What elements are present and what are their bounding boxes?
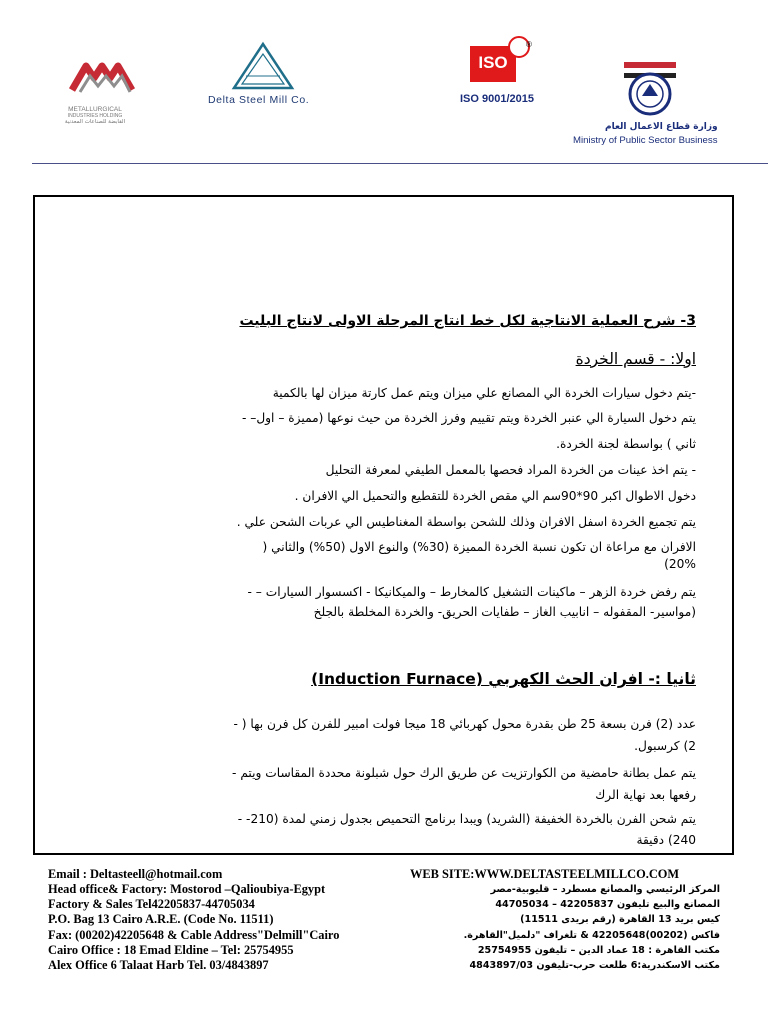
part1-line: - يتم اخذ عينات من الخردة المراد فحصها بالمعمل الطيفي لمعرفة التحليل: [325, 463, 696, 477]
iso-mark: ISO: [478, 53, 508, 72]
footer-en-line: Cairo Office : 18 Emad Eldine – Tel: 25754955: [48, 943, 294, 957]
part1-heading: اولا: - قسم الخردة: [575, 350, 696, 368]
part1-line: -يتم دخول سيارات الخردة الي المصانع علي ميزان ويتم عمل كارتة ميزان لها بالكمية: [272, 386, 696, 400]
ministry-arabic: وزارة قطاع الاعمال العام: [605, 122, 718, 132]
footer-en-line: P.O. Bag 13 Cairo A.R.E. (Code No. 11511): [48, 912, 274, 926]
part2-heading: ثانيا :- افران الحث الكهربي (Induction Furnace): [311, 670, 696, 688]
iso-registered: ®: [526, 40, 532, 49]
ministry-logo: [560, 62, 740, 146]
part1-line: (مواسير- المقفوله – انابيب الغاز – طفايات الحريق- والخردة المخلطة بالجلخ: [313, 605, 696, 619]
part1-line: يتم دخول السيارة الي عنبر الخردة ويتم تقييم وفرز الخردة من حيث نوعها (مميزة – اول– -: [241, 411, 696, 425]
footer-ar-line: المصانع والبيع تليفون 42205837 – 44705034: [495, 899, 720, 910]
part2-line: يتم عمل بطانة حامضية من الكوارتزيت عن طريق الرك حول شبلونة محددة المقاسات ويتم -: [232, 766, 696, 780]
part2-line: يتم شحن الفرن بالخردة الخفيفة (الشريد) ويبدا برنامج التحميص بجدول زمني لمدة (210- -: [237, 812, 696, 826]
metallurgical-holding-logo: [60, 52, 150, 132]
iso-caption: ISO 9001/2015: [460, 93, 535, 105]
delta-steel-caption: Delta Steel Mill Co.: [208, 94, 310, 106]
footer-ar-line: المركز الرئيسي والمصانع مسطرد – قليوبية-مصر: [490, 884, 720, 895]
ministry-english: Ministry of Public Sector Business: [573, 135, 718, 146]
part1-line: دخول الاطوال اكبر 90*90سم الي مقص الخردة للتقطيع والتحميل الي الافران .: [294, 489, 696, 503]
delta-steel-logo: [198, 40, 328, 110]
mih-line3: القابضة للصناعات المعدنية: [64, 119, 126, 125]
footer-ar-line: كيس بريد 13 القاهرة (رقم بريدى 11511): [520, 914, 720, 925]
mih-line1: METALLURGICAL: [68, 106, 122, 113]
part1-line: ثاني ) بواسطة لجنة الخردة.: [556, 437, 696, 451]
part1-line: الافران مع مراعاة ان تكون نسبة الخردة المميزة (30%) والنوع الاول (50%) والثاني (: [262, 540, 696, 554]
part2-line: 2) كرسبول.: [634, 739, 696, 753]
part1-line: يتم تجميع الخردة اسفل الافران وذلك للشحن بواسطة المغناطيس الي عربات الشحن علي .: [236, 515, 696, 529]
part2-line: عدد (2) فرن بسعة 25 طن بقدرة محول كهربائي 18 ميجا فولت امبير للفرن كل فرن بها ( -: [233, 717, 696, 731]
mih-emblem-icon: [60, 52, 150, 102]
part1-line: 20%): [664, 557, 696, 571]
footer-en-line: Factory & Sales Tel42205837-44705034: [48, 897, 255, 911]
section-title: 3- شرح العملية الانتاجية لكل خط انتاج المرحلة الاولى لانتاج البليت: [239, 313, 696, 329]
footer-ar-line: مكتب الاسكندرية:6 طلعت حرب-تليفون 4843897/03: [469, 960, 720, 971]
part2-line: رفعها بعد نهاية الرك: [595, 788, 696, 802]
mih-line2: INDUSTRIES HOLDING: [67, 113, 123, 119]
footer-email[interactable]: Email : Deltasteell@hotmail.com: [48, 867, 223, 881]
footer-en-line: Alex Office 6 Talaat Harb Tel. 03/4843897: [48, 958, 269, 972]
ministry-emblem-icon: [622, 62, 678, 122]
iso-logo: [452, 42, 548, 106]
part2-line: 240) دقيقة: [636, 833, 696, 847]
header-divider: [32, 163, 768, 164]
footer-ar-line: فاكس (00202)42205648 & تلغراف "دلميل"القاهرة.: [463, 930, 720, 941]
footer-ar-line: مكتب القاهرة : 18 عماد الدين – تليفون 25754955: [477, 945, 720, 956]
delta-triangle-icon: [198, 40, 328, 92]
part1-line: يتم رفض خردة الزهر – ماكينات التشغيل كالمخارط – والميكانيكا - اكسسوار السيارات – -: [247, 585, 696, 599]
footer-en-line: Head office& Factory: Mostorod –Qalioubiya-Egypt: [48, 882, 326, 896]
footer-en-line: Fax: (00202)42205648 & Cable Address"Delmill"Cairo: [48, 928, 340, 942]
footer-website[interactable]: WEB SITE:WWW.DELTASTEELMILLCO.COM: [410, 867, 680, 881]
